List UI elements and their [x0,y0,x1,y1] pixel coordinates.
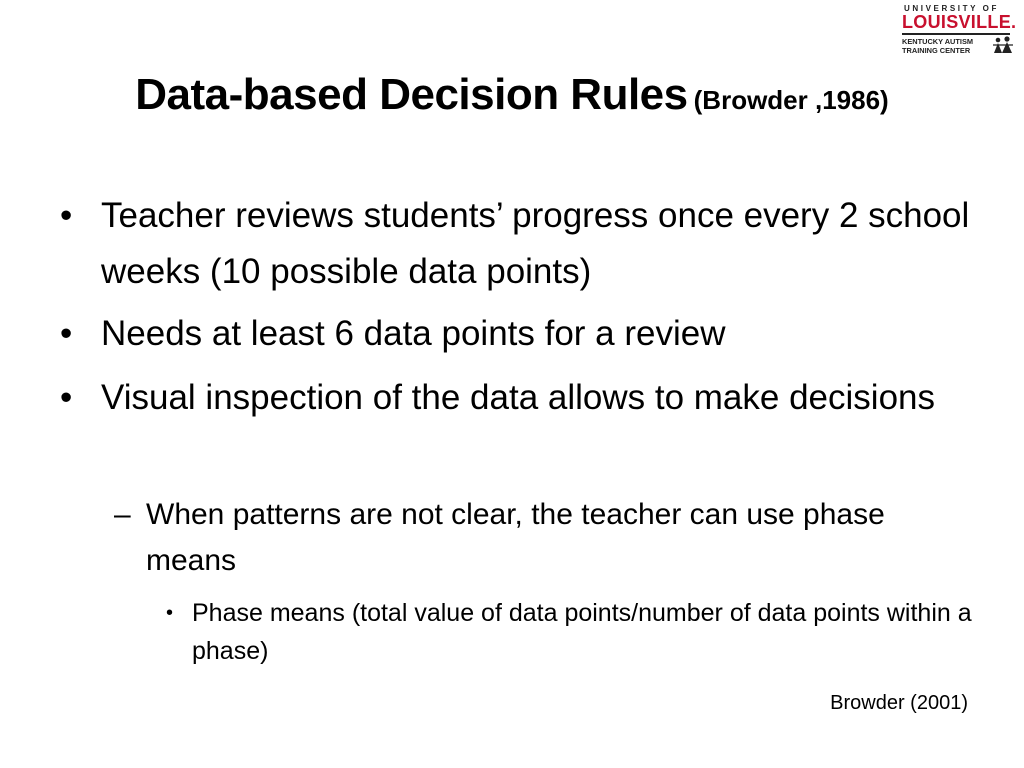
bullet-item [60,188,980,300]
sub-bullet-marker: – [114,498,131,531]
logo-center-line2: TRAINING CENTER [902,46,971,55]
slide-citation: Browder (2001) [830,692,968,714]
university-logo [896,4,1020,54]
logo-center-line1: KENTUCKY AUTISM [902,37,974,46]
sub-sub-bullet-item [166,594,976,670]
bullet-item [60,306,980,362]
bullet-text: Visual inspection of the data allows to make decisions [101,378,936,417]
title-citation: (Browder ,1986) [693,85,889,115]
logo-university-line: UNIVERSITY OF [904,4,999,13]
sub-sub-bullet-marker: • [166,602,174,624]
bullet-marker: • [60,196,73,235]
logo-louisville: LOUISVILLE. [902,12,1017,32]
bullet-marker: • [60,314,73,353]
bullet-marker: • [60,378,73,417]
sub-bullet-item [114,492,964,584]
bullet-text: Teacher reviews students’ progress once every 2 school weeks (10 possible data points) [101,196,970,291]
kat-figures-icon [992,36,1014,54]
logo-divider [902,33,1010,35]
bullet-item [60,370,980,426]
slide-title [0,70,1024,120]
sub-bullet-text: When patterns are not clear, the teacher can use phase means [146,498,885,577]
title-text: Data-based Decision Rules [135,70,688,119]
sub-sub-bullet-text: Phase means (total value of data points/number of data points within a phase) [192,599,972,665]
bullet-text: Needs at least 6 data points for a review [101,314,726,353]
